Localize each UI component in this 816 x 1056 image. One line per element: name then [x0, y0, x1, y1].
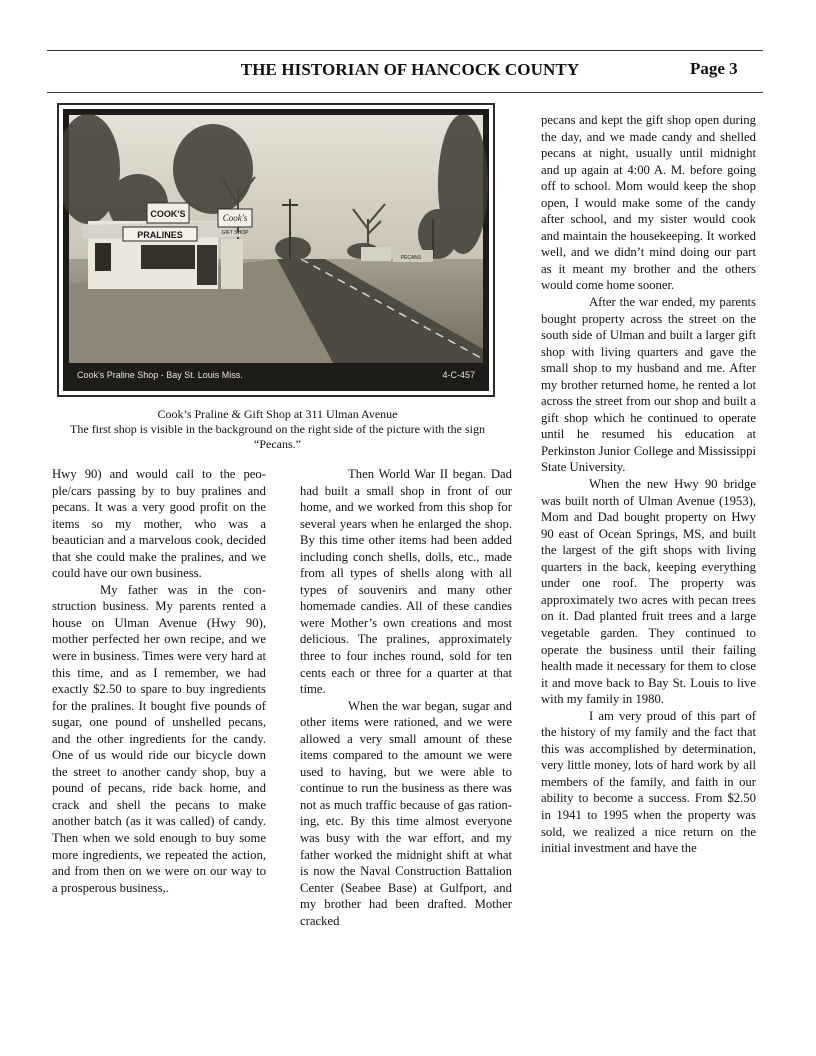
header-rule-top: [47, 50, 763, 51]
page-number: Page 3: [690, 59, 738, 78]
sign-script: Cook's: [222, 213, 248, 223]
photo-caption: [55, 407, 500, 452]
article-column-3: [541, 112, 756, 857]
paragraph: My father was in the construction business. My parents rented a house on Ulman Avenue (Hwy 90), mother perfected her own recipe, and we were in business. Times were very hard at this time, and as I remember, we had exactly $2.50 to spare to buy ingredients for the pralines. It bought five pounds of sugar, one pound of unshelled pecans, and the other ingredients for the candy. One of us would ride our bicycle down the street to another candy shop, buy a pound of pecans, ride back home, and crack and shell the pecans to make another batch (as it was called) of candy. Then when we sold enough to buy some more ingredients, we repeated the action, and from then on we were on our way to a prosperous business,.: [52, 582, 266, 895]
article-column-1: [52, 466, 266, 896]
paragraph: pecans and kept the gift shop open during the day, and we made candy and shelled pecans at night, usually until midnight and up again at 4:00 A. M. before going off to school. Mom would keep the shop open, I would make some of the candy after school, and my sister would cook and maintain the housekeeping. It worked well, and we didn’t mind doing our part as it meant my brother and the others would come home sooner.: [541, 113, 756, 293]
paragraph: When the new Hwy 90 bridge was built north of Ulman Avenue (1953), Mom and Dad bought property on Hwy 90 east of Ocean Springs, MS, and built the largest of the gift shops with living quarters in the back, keeping everything under one roof. The property was approximately two acres with pecan trees on it. Dad planted fruit trees and a large vegetable garden. They continued to operate the business until their failing health made it necessary for them to close it and move back to Bay St. Louis to live with my family in 1980.: [541, 477, 756, 707]
historic-photo: [63, 109, 489, 391]
caption-line-1: Cook’s Praline & Gift Shop at 311 Ulman Avenue: [157, 407, 398, 421]
photo-frame: [57, 103, 495, 397]
header-rule-bottom: [47, 92, 763, 93]
sign-pecans: PECANS: [400, 255, 422, 261]
photo-label: Cook's Praline Shop - Bay St. Louis Miss.: [77, 370, 243, 380]
paragraph: After the war ended, my parents bought property across the street on the south side of Ulman and built a larger gift shop with living quarters and gave the small shop to my husband and me. After my brother returned home, he rented a lot across the street from our shop and built a gift shop which he continued to operate until he resumed his education at Perkinston Junior College and Mississippi State University.: [541, 295, 756, 475]
caption-line-2: The first shop is visible in the background on the right side of the picture with the sign “Pecans.”: [70, 422, 485, 451]
sign-pralines: PRALINES: [137, 230, 183, 240]
paragraph: Hwy 90) and would call to the people/cars passing by to buy pralines and pecans. It was a very good profit on the items so my mother, who was a beautician and a marvelous cook, decided that she could make the pralines, and we could have our own business.: [52, 467, 266, 581]
paragraph: Then World War II began. Dad had built a small shop in front of our home, and we worked from this shop for several years when he enlarged the shop. By this time other items had been added including conch shells, dolls, etc., made from all types of shells along with all types of souvenirs and many other homemade candies. All of these candies were Mother’s own creations and most delicious. The pralines, approximately three to four inches round, sold for ten cents each or three for a quarter at that time.: [300, 467, 512, 697]
sign-gift-shop: GIFT SHOP: [221, 230, 249, 236]
paragraph: When the war began, sugar and other items were rationed, and we were allowed a very small amount of these items compared to the amount we were used to having, but we were able to continue to run the business as there was not as much traffic because of gas rationing, etc. By this time almost everyone was busy with the war effort, and my father worked the midnight shift at what is now the Naval Construction Battalion Center (Seabee Base) at Gulfport, and my brother had been drafted. Mother cracked: [300, 698, 512, 928]
paragraph: I am very proud of this part of the history of my family and the fact that this was accomplished by determination, very little money, lots of hard work by all members of the family, and faith in our ability to become a success. From $2.50 in 1941 to 1995 when the property was sold, we realized a nice return on the initial investment and have the: [541, 708, 756, 856]
photo-code: 4-C-457: [442, 370, 475, 380]
newsletter-title: THE HISTORIAN OF HANCOCK COUNTY: [240, 60, 580, 79]
article-column-2: [300, 466, 512, 929]
sign-cooks: COOK'S: [150, 209, 186, 219]
